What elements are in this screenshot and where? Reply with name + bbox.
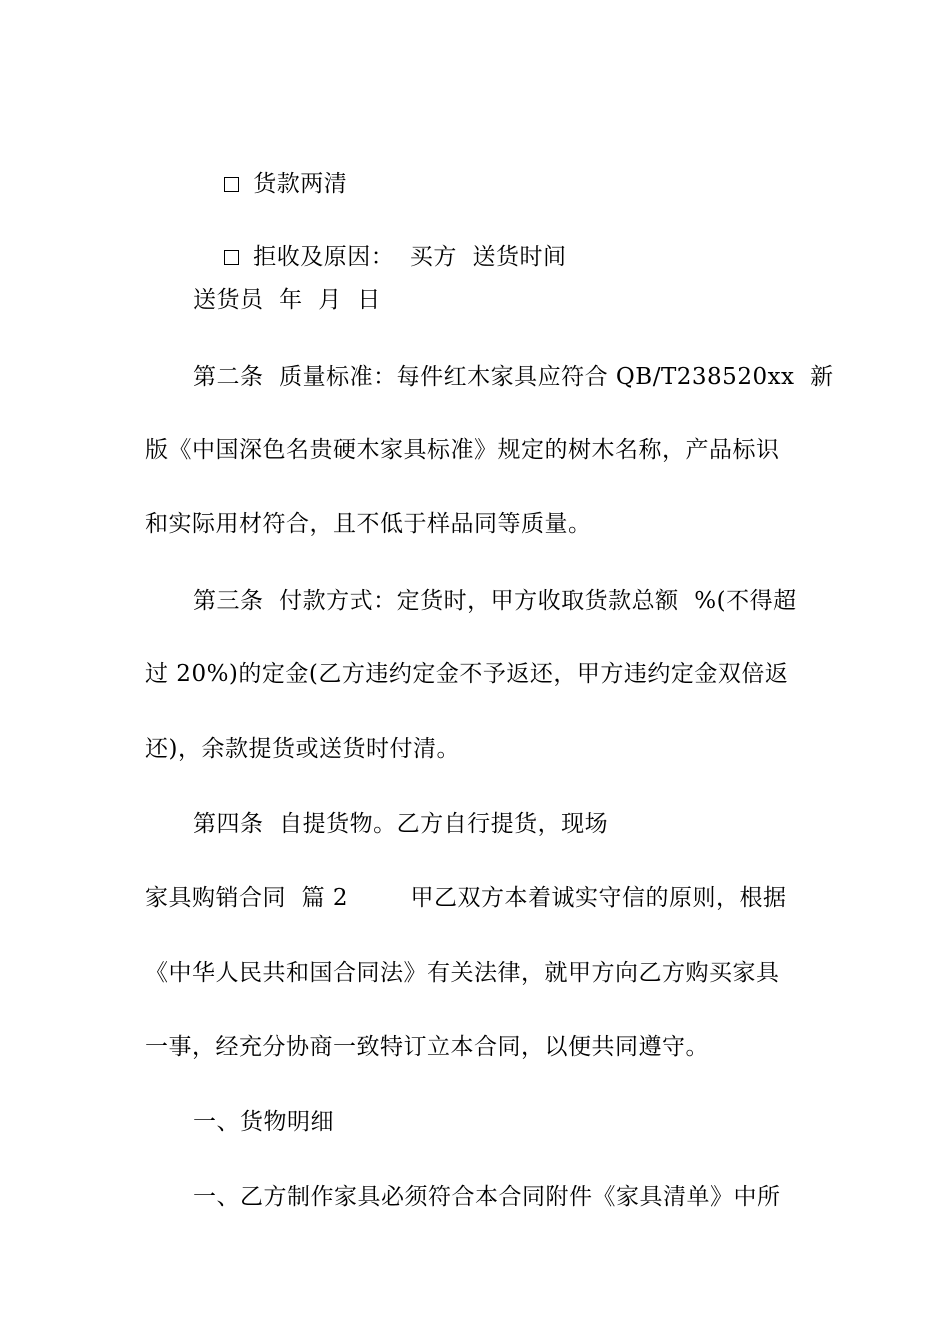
contract-2-line-3: 一事，经充分协商一致特订立本合同，以便共同遵守。 bbox=[145, 1034, 709, 1060]
article-4-line-1: 第四条 自提货物。乙方自行提货，现场 bbox=[193, 811, 609, 837]
line-text: 货款两清 bbox=[253, 171, 348, 197]
article-3-line-3: 还)，余款提货或送货时付清。 bbox=[145, 736, 460, 762]
contract-2-heading-line: 家具购销合同 篇 2 甲乙双方本着诚实守信的原则，根据 bbox=[145, 885, 787, 911]
checkbox-icon[interactable] bbox=[224, 177, 239, 192]
article-3-line-1: 第三条 付款方式：定货时，甲方收取货款总额 %(不得超 bbox=[193, 588, 797, 614]
delivery-person-line: 送货员 年 月 日 bbox=[193, 287, 381, 313]
line-text: 拒收及原因： 买方 送货时间 bbox=[253, 244, 567, 270]
checkbox-icon[interactable] bbox=[224, 250, 239, 265]
section-goods-details-heading: 一、货物明细 bbox=[193, 1109, 334, 1135]
article-3-line-2: 过 20%)的定金(乙方违约定金不予返还，甲方违约定金双倍返 bbox=[145, 661, 789, 687]
article-2-line-3: 和实际用材符合，且不低于样品同等质量。 bbox=[145, 511, 592, 537]
article-2-line-1: 第二条 质量标准：每件红木家具应符合 QB/T238520xx 新 bbox=[193, 364, 834, 390]
section-1-line-1: 一、乙方制作家具必须符合本合同附件《家具清单》中所 bbox=[193, 1184, 781, 1210]
contract-2-line-2: 《中华人民共和国合同法》有关法律，就甲方向乙方购买家具 bbox=[145, 960, 780, 986]
article-2-line-2: 版《中国深色名贵硬木家具标准》规定的树木名称，产品标识 bbox=[145, 437, 780, 463]
